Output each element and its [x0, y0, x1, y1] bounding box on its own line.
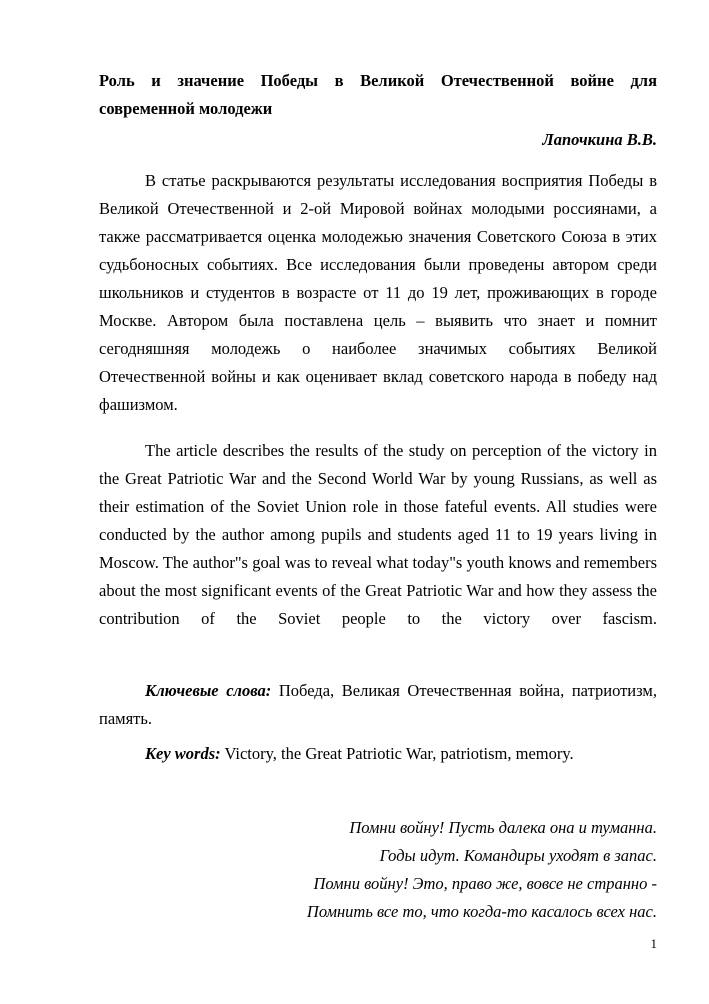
- poem-line: Помнить все то, что когда-то касалось всех нас.: [306, 902, 657, 921]
- poem-line: Годы идут. Командиры уходят в запас.: [379, 846, 657, 865]
- poem-epigraph: [99, 814, 657, 926]
- keywords-russian-text: Победа, Великая Отечественная война, патриотизм, память.: [99, 681, 657, 728]
- poem-line: Помни войну! Это, право же, вовсе не странно -: [313, 874, 657, 893]
- author-name: Лапочкина В.В.: [542, 130, 657, 149]
- keywords-english-label: Key words:: [145, 744, 221, 763]
- keywords-english-text: Victory, the Great Patriotic War, patriotism, memory.: [220, 744, 574, 763]
- page-number: 1: [650, 936, 657, 951]
- keywords-russian: [99, 677, 657, 733]
- abstract-russian: В статье раскрываются результаты исследования восприятия Победы в Великой Отечественной и 2-ой Мировой войнах молодыми россиянами, а также рассматривается оценка молодежью значения Советского Союза в этих судьбоносных событиях. Все исследования были проведены автором среди школьников и студентов в возрасте от 11 до 19 лет, проживающих в городе Москве. Автором была поставлена цель – выявить что знает и помнит сегодняшняя молодежь о наиболее значимых событиях Великой Отечественной войны и как оценивает вклад советского народа в победу над фашизмом.: [99, 171, 657, 414]
- keywords-english: [99, 740, 657, 768]
- page-title: Роль и значение Победы в Великой Отечественной войне для современной молодежи: [99, 71, 657, 118]
- poem-line: Помни войну! Пусть далека она и туманна.: [349, 818, 657, 837]
- abstract-english: The article describes the results of the study on perception of the victory in the Great Patriotic War and the Second World War by young Russians, as well as their estimation of the Soviet Union role in those fateful events. All studies were conducted by the author among pupils and students aged 11 to 19 years living in Moscow. The author"s goal was to reveal what today"s youth knows and remembers about the most significant events of the Great Patriotic War and how they assess the contribution of the Soviet people to the victory over fascism.: [99, 441, 657, 628]
- keywords-russian-label: Ключевые слова:: [145, 681, 272, 700]
